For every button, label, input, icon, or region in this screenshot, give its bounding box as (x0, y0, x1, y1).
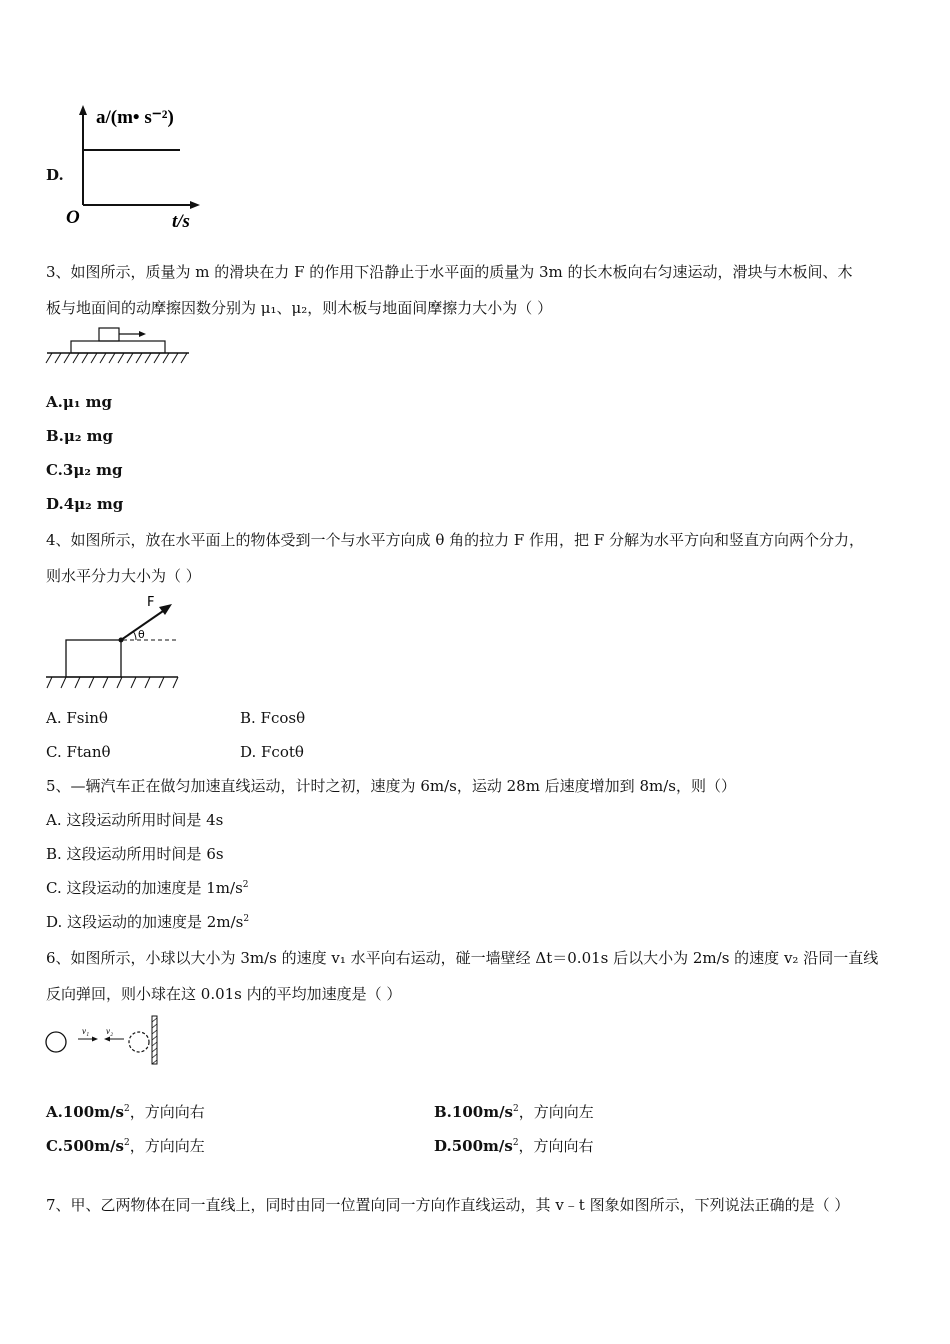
origin-label: O (66, 207, 80, 228)
q6-option-c-direction: ，方向向左 (129, 1137, 205, 1155)
q5-option-d-text: D. 这段运动的加速度是 2m/s (46, 913, 244, 931)
q6-option-d-value: D.500m/s (434, 1137, 513, 1155)
q3-text-line2: 板与地面间的动摩擦因数分别为 μ₁、μ₂，则木板与地面间摩擦力大小为（ ） (46, 299, 553, 317)
q5-option-c[interactable] (46, 878, 249, 898)
q3-option-c[interactable]: C.3μ₂ mg (46, 461, 123, 479)
ball-solid (46, 1032, 66, 1052)
q6-option-c[interactable] (46, 1136, 205, 1156)
q4-option-a[interactable]: A. Fsinθ (46, 709, 108, 727)
q6-option-b-value: B.100m/s (434, 1103, 514, 1121)
v1-arrowhead (92, 1037, 98, 1042)
ball-dashed (129, 1032, 149, 1052)
q6-text-line2: 反向弹回，则小球在这 0.01s 内的平均加速度是（ ） (46, 985, 402, 1003)
q6-option-a-exponent: 2 (123, 1104, 130, 1114)
q5-option-b[interactable]: B. 这段运动所用时间是 6s (46, 845, 224, 863)
q6-option-c-value: C.500m/s (46, 1137, 125, 1155)
q3-option-d[interactable]: D.4μ₂ mg (46, 495, 124, 513)
long-board (71, 341, 165, 353)
wall-hatching (152, 1018, 157, 1064)
force-label: F (147, 595, 155, 610)
wall (152, 1016, 157, 1064)
x-axis-label: t/s (172, 211, 190, 232)
q6-option-b-direction: ，方向向左 (518, 1103, 594, 1121)
angle-label: θ (138, 628, 145, 641)
q6-option-a[interactable] (46, 1102, 205, 1122)
q4-text-line1: 4、如图所示，放在水平面上的物体受到一个与水平方向成 θ 角的拉力 F 作用，把 F 分解为水平方向和竖直方向两个分力， (46, 531, 865, 549)
q6-option-d[interactable] (434, 1136, 594, 1156)
q6-option-d-direction: ，方向向右 (518, 1137, 594, 1155)
q4-option-b[interactable]: B. Fcosθ (240, 709, 306, 727)
ground-hatching (47, 677, 178, 688)
q3-option-a[interactable]: A.μ₁ mg (46, 393, 112, 411)
slider-block (99, 328, 119, 341)
x-axis-arrow (190, 201, 200, 209)
q6-option-d-exponent: 2 (512, 1138, 519, 1148)
q6-option-b-exponent: 2 (513, 1104, 519, 1114)
block-on-board-figure (44, 325, 194, 370)
q4-option-c[interactable]: C. Ftanθ (46, 743, 111, 761)
q3-option-b[interactable]: B.μ₂ mg (46, 427, 114, 445)
q6-text-line1: 6、如图所示，小球以大小为 3m/s 的速度 v₁ 水平向右运动，碰一墙壁经 Δt＝0.01s 后以大小为 2m/s 的速度 v₂ 沿同一直线 (46, 949, 879, 967)
q7-text-line1: 7、甲、乙两物体在同一直线上，同时由同一位置向同一方向作直线运动，其 v﹣t 图象如图所示，下列说法正确的是（ ） (46, 1196, 850, 1214)
q4-option-d[interactable]: D. Fcotθ (240, 743, 304, 761)
y-axis-arrow (79, 105, 87, 115)
q5-option-c-text: C. 这段运动的加速度是 1m/s (46, 879, 243, 897)
y-axis-label: a/(m• s⁻²) (96, 107, 174, 128)
q5-text-line1: 5、—辆汽车正在做匀加速直线运动，计时之初，速度为 6m/s，运动 28m 后速度增加到 8m/s，则（） (46, 777, 736, 795)
q5-option-c-exponent: 2 (242, 880, 249, 890)
q6-option-a-value: A.100m/s (46, 1103, 124, 1121)
contact-point (119, 638, 124, 643)
v2-arrowhead (104, 1037, 110, 1042)
v2-label: v₂ (106, 1026, 114, 1036)
option-d-label: D. (46, 166, 64, 184)
q5-option-a[interactable]: A. 这段运动所用时间是 4s (46, 811, 224, 829)
q6-option-b[interactable] (434, 1102, 594, 1122)
q5-option-d-exponent: 2 (243, 914, 250, 924)
ball-wall-figure (44, 1014, 169, 1069)
angle-arc (133, 631, 136, 640)
q4-text-line2: 则水平分力大小为（ ） (46, 567, 201, 585)
ground-hatching (46, 353, 187, 363)
q6-option-a-direction: ，方向向右 (129, 1103, 205, 1121)
q3-text-line1: 3、如图所示，质量为 m 的滑块在力 F 的作用下沿静止于水平面的质量为 3m 的长木板向右匀速运动，滑块与木板间、木 (46, 263, 853, 281)
acceleration-time-graph (60, 95, 220, 235)
block (66, 640, 121, 677)
force-arrowhead (139, 331, 146, 337)
pulled-block-figure (44, 592, 184, 692)
q5-option-d[interactable] (46, 912, 249, 932)
v1-label: v₁ (82, 1026, 90, 1036)
q6-option-c-exponent: 2 (124, 1138, 130, 1148)
